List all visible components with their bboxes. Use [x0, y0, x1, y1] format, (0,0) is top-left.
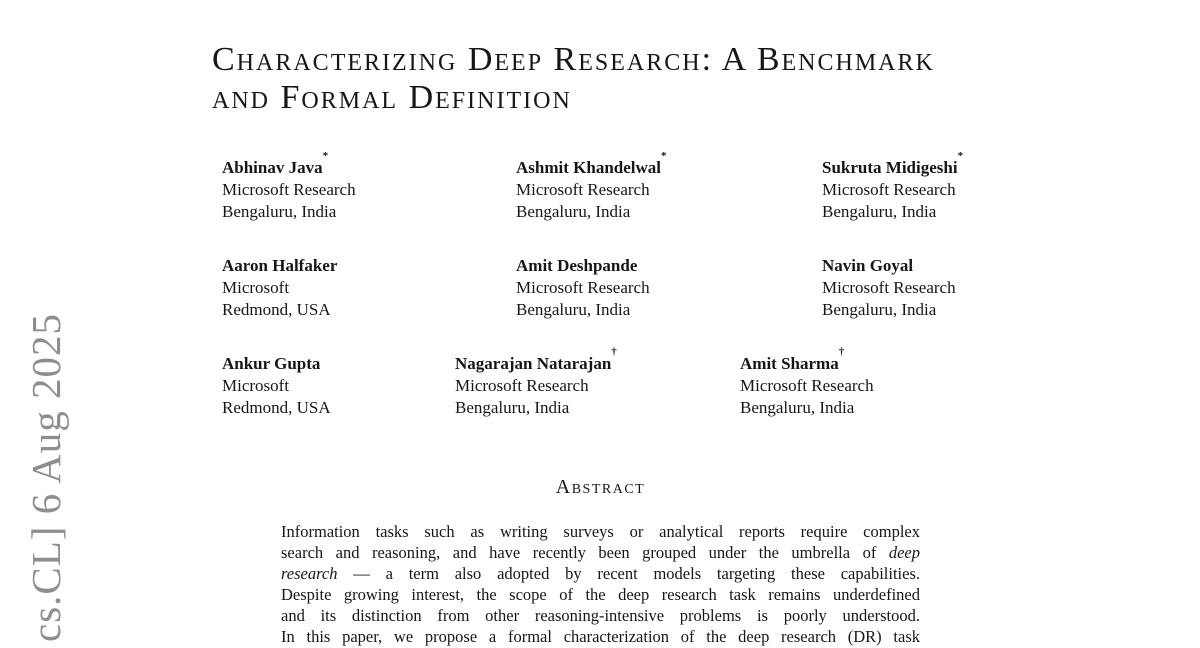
- author-affiliation: Microsoft Research: [822, 180, 956, 199]
- author-cell: [740, 346, 874, 419]
- author-footnote-mark: *: [661, 150, 667, 162]
- abstract-text: — a term also adopted by recent models targeting these capabilities.: [337, 564, 920, 583]
- paper-title: [212, 41, 935, 117]
- abstract-line: [281, 605, 920, 626]
- abstract-body: [281, 521, 920, 647]
- author-footnote-mark: *: [322, 150, 329, 162]
- paper-title-line-1: Characterizing Deep Research: A Benchmark: [212, 41, 935, 78]
- author-name: Navin Goyal: [822, 256, 914, 275]
- author-cell: [516, 150, 667, 223]
- author-footnote-mark: †: [611, 346, 617, 358]
- abstract-text: search and reasoning, and have recently been grouped under the umbrella of: [281, 543, 889, 562]
- author-location: Bengaluru, India: [222, 202, 337, 221]
- author-name: Aaron Halfaker: [222, 256, 338, 275]
- abstract-italic-text: research: [281, 564, 338, 583]
- author-name: Ashmit Khandelwal*: [516, 150, 667, 177]
- abstract-text: Information tasks such as writing surveys or analytical reports require complex: [281, 522, 920, 541]
- abstract-text: In this paper, we propose a formal characterization of the deep research (DR) task: [281, 627, 920, 646]
- abstract-line: [281, 542, 920, 563]
- author-cell: [516, 255, 650, 321]
- author-location: Bengaluru, India: [822, 300, 937, 319]
- abstract-line: [281, 563, 920, 584]
- abstract-line: [281, 584, 920, 605]
- author-location: Bengaluru, India: [516, 202, 631, 221]
- author-affiliation: Microsoft: [222, 278, 290, 297]
- author-footnote-mark: †: [838, 346, 845, 358]
- author-cell: [222, 255, 337, 321]
- paper-title-line-2: and Formal Definition: [212, 79, 572, 116]
- abstract-text: and its distinction from other reasoning-intensive problems is poorly understood.: [281, 606, 920, 625]
- author-affiliation: Microsoft: [222, 376, 290, 395]
- abstract-italic-text: deep: [888, 543, 920, 562]
- abstract-heading: Abstract: [555, 476, 646, 498]
- author-affiliation: Microsoft Research: [740, 376, 874, 395]
- author-cell: [822, 255, 956, 321]
- author-cell: [455, 346, 617, 419]
- author-name: Ankur Gupta: [222, 354, 321, 373]
- author-affiliation: Microsoft Research: [222, 180, 356, 199]
- author-name: Abhinav Java*: [222, 150, 329, 177]
- author-footnote-mark: *: [957, 150, 964, 162]
- author-cell: [222, 353, 331, 419]
- abstract-text: Despite growing interest, the scope of the deep research task remains underdefined: [281, 585, 920, 604]
- author-location: Redmond, USA: [222, 398, 331, 417]
- author-name: Sukruta Midigeshi*: [822, 150, 964, 177]
- author-location: Bengaluru, India: [740, 398, 855, 417]
- author-location: Bengaluru, India: [516, 300, 631, 319]
- author-affiliation: Microsoft Research: [516, 180, 650, 199]
- abstract-line: [281, 626, 920, 647]
- author-name: Amit Deshpande: [516, 256, 638, 275]
- author-name: Amit Sharma†: [740, 346, 845, 373]
- author-name: Nagarajan Natarajan†: [455, 346, 617, 373]
- author-cell: [222, 150, 356, 223]
- author-affiliation: Microsoft Research: [455, 376, 589, 395]
- author-affiliation: Microsoft Research: [516, 278, 650, 297]
- author-location: Bengaluru, India: [455, 398, 570, 417]
- author-affiliation: Microsoft Research: [822, 278, 956, 297]
- author-location: Bengaluru, India: [822, 202, 937, 221]
- author-cell: [822, 150, 964, 223]
- abstract-line: [281, 521, 920, 542]
- arxiv-watermark: cs.CL] 6 Aug 2025: [23, 312, 69, 642]
- author-location: Redmond, USA: [222, 300, 331, 319]
